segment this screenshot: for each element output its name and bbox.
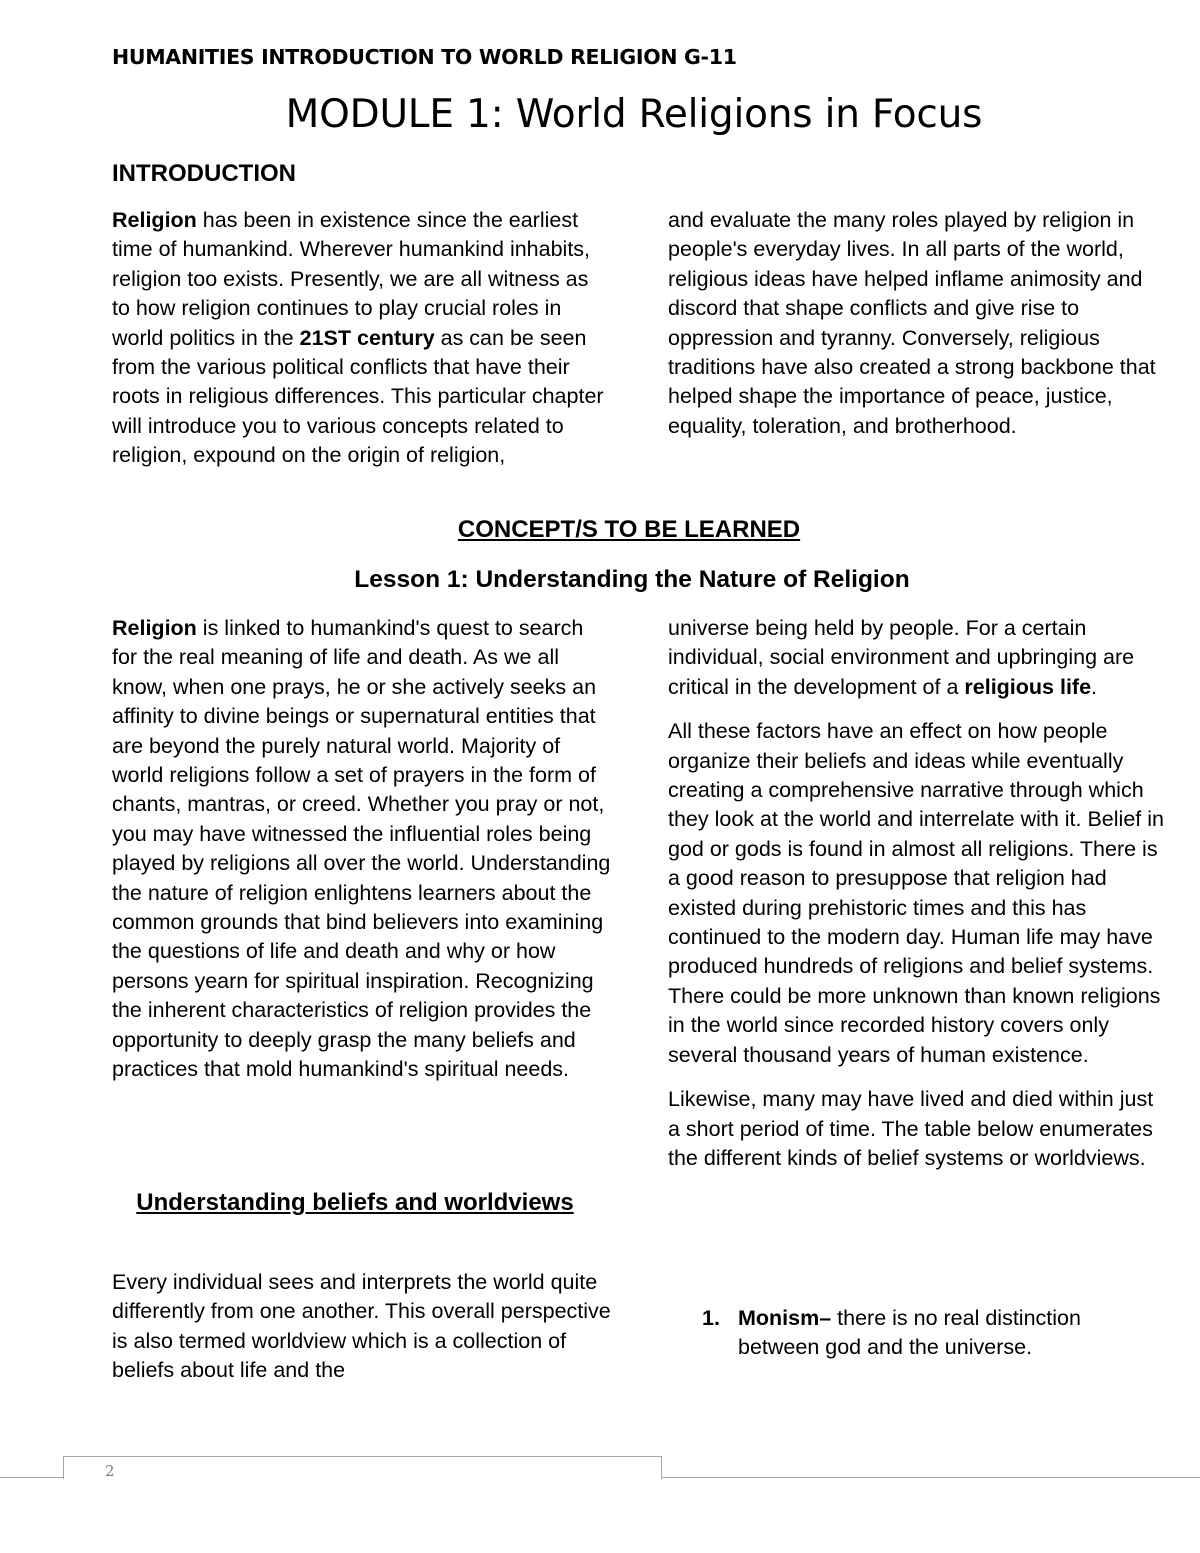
introduction-paragraph [112,206,612,471]
list-item-term: Monism– [738,1306,832,1330]
paragraph-text: has been in existence since the earliest time of humankind. Wherever humankind inhabits, religion too exists. Presently, we are all witness as to how religion continues to play crucial roles in world politics in the [112,208,591,350]
belief-factors-paragraph: All these factors have an effect on how people organize their beliefs and ideas while eventually creating a comprehensive narrative through which they look at the world and interrelate with it. Belief in god or gods is found in almost all religions. There is a good reason to presuppose that religion had existed during prehistoric times and this has continued to the modern day. Human life may have produced hundreds of religions and belief systems. There could be more unknown than known religions in the world since recorded history covers only several thousand years of human existence. [668,719,1164,1067]
list-item-definition: there is no real distinction between god and the universe. [738,1306,1081,1360]
lesson-paragraph [112,614,612,1085]
bold-term-religion: Religion [112,616,197,640]
list-item-number: 1. [702,1306,720,1330]
bold-term-religion: Religion [112,208,197,232]
introduction-paragraph-continued: and evaluate the many roles played by religion in people's everyday lives. In all parts of the world, religious ideas have helped inflame animosity and discord that shape conflicts and give rise to oppression and tyranny. Conversely, religious traditions have also created a strong backbone that helped shape the importance of peace, justice, equality, toleration, and brotherhood. [668,208,1156,438]
bold-term-21st-century: 21ST century [299,325,435,350]
lesson-left-column [112,614,612,1085]
document-header: HUMANITIES INTRODUCTION TO WORLD RELIGION G-11 [112,45,737,69]
belief-systems-paragraph: Likewise, many may have lived and died within just a short period of time. The table below enumerates the different kinds of belief systems or worldviews. [668,1087,1154,1170]
introduction-heading: INTRODUCTION [112,160,296,187]
worldview-paragraph: Every individual sees and interprets the world quite differently from one another. This overall perspective is also termed worldview which is a collection of beliefs about life and the [112,1270,611,1383]
bold-term-religious-life: religious life [964,674,1092,699]
introduction-left-column [112,206,612,471]
list-item [702,1304,1152,1363]
lesson-title: Lesson 1: Understanding the Nature of Religion [354,566,910,593]
religious-life-paragraph [668,614,1168,702]
introduction-right-column [668,206,1168,441]
module-title: MODULE 1: World Religions in Focus [285,92,983,137]
beliefs-worldviews-heading: Understanding beliefs and worldviews [136,1189,574,1216]
footer-tab [63,1456,662,1479]
worldview-paragraph-column [112,1268,612,1386]
lesson-right-column [668,614,1168,1173]
concepts-heading: CONCEPT/S TO BE LEARNED [457,516,801,543]
paragraph-punctuation: . [1091,674,1098,699]
page-number: 2 [105,1462,115,1480]
paragraph-text: as can be seen from the various political conflicts that have their roots in religious differences. This particular chapter will introduce you to various concepts related to religion, expound on the origin of religion, [112,325,604,468]
paragraph-text: is linked to humankind's quest to search for the real meaning of life and death. As we all know, when one prays, he or she actively seeks an affinity to divine beings or supernatural entities that are beyond the purely natural world. Majority of world religions follow a set of prayers in the form of chants, mantras, or creed. Whether you pray or not, you may have witnessed the influential roles being played by religions all over the world. Understanding the nature of religion enlightens learners about the common grounds that bind believers into examining the questions of life and death and why or how persons yearn for spiritual inspiration. Recognizing the inherent characteristics of religion provides the opportunity to deeply grasp the many beliefs and practices that mold humankind's spiritual needs. [112,616,611,1082]
paragraph-text: universe being held by people. For a certain individual, social environment and upbringing are critical in the development of a [668,616,1135,699]
